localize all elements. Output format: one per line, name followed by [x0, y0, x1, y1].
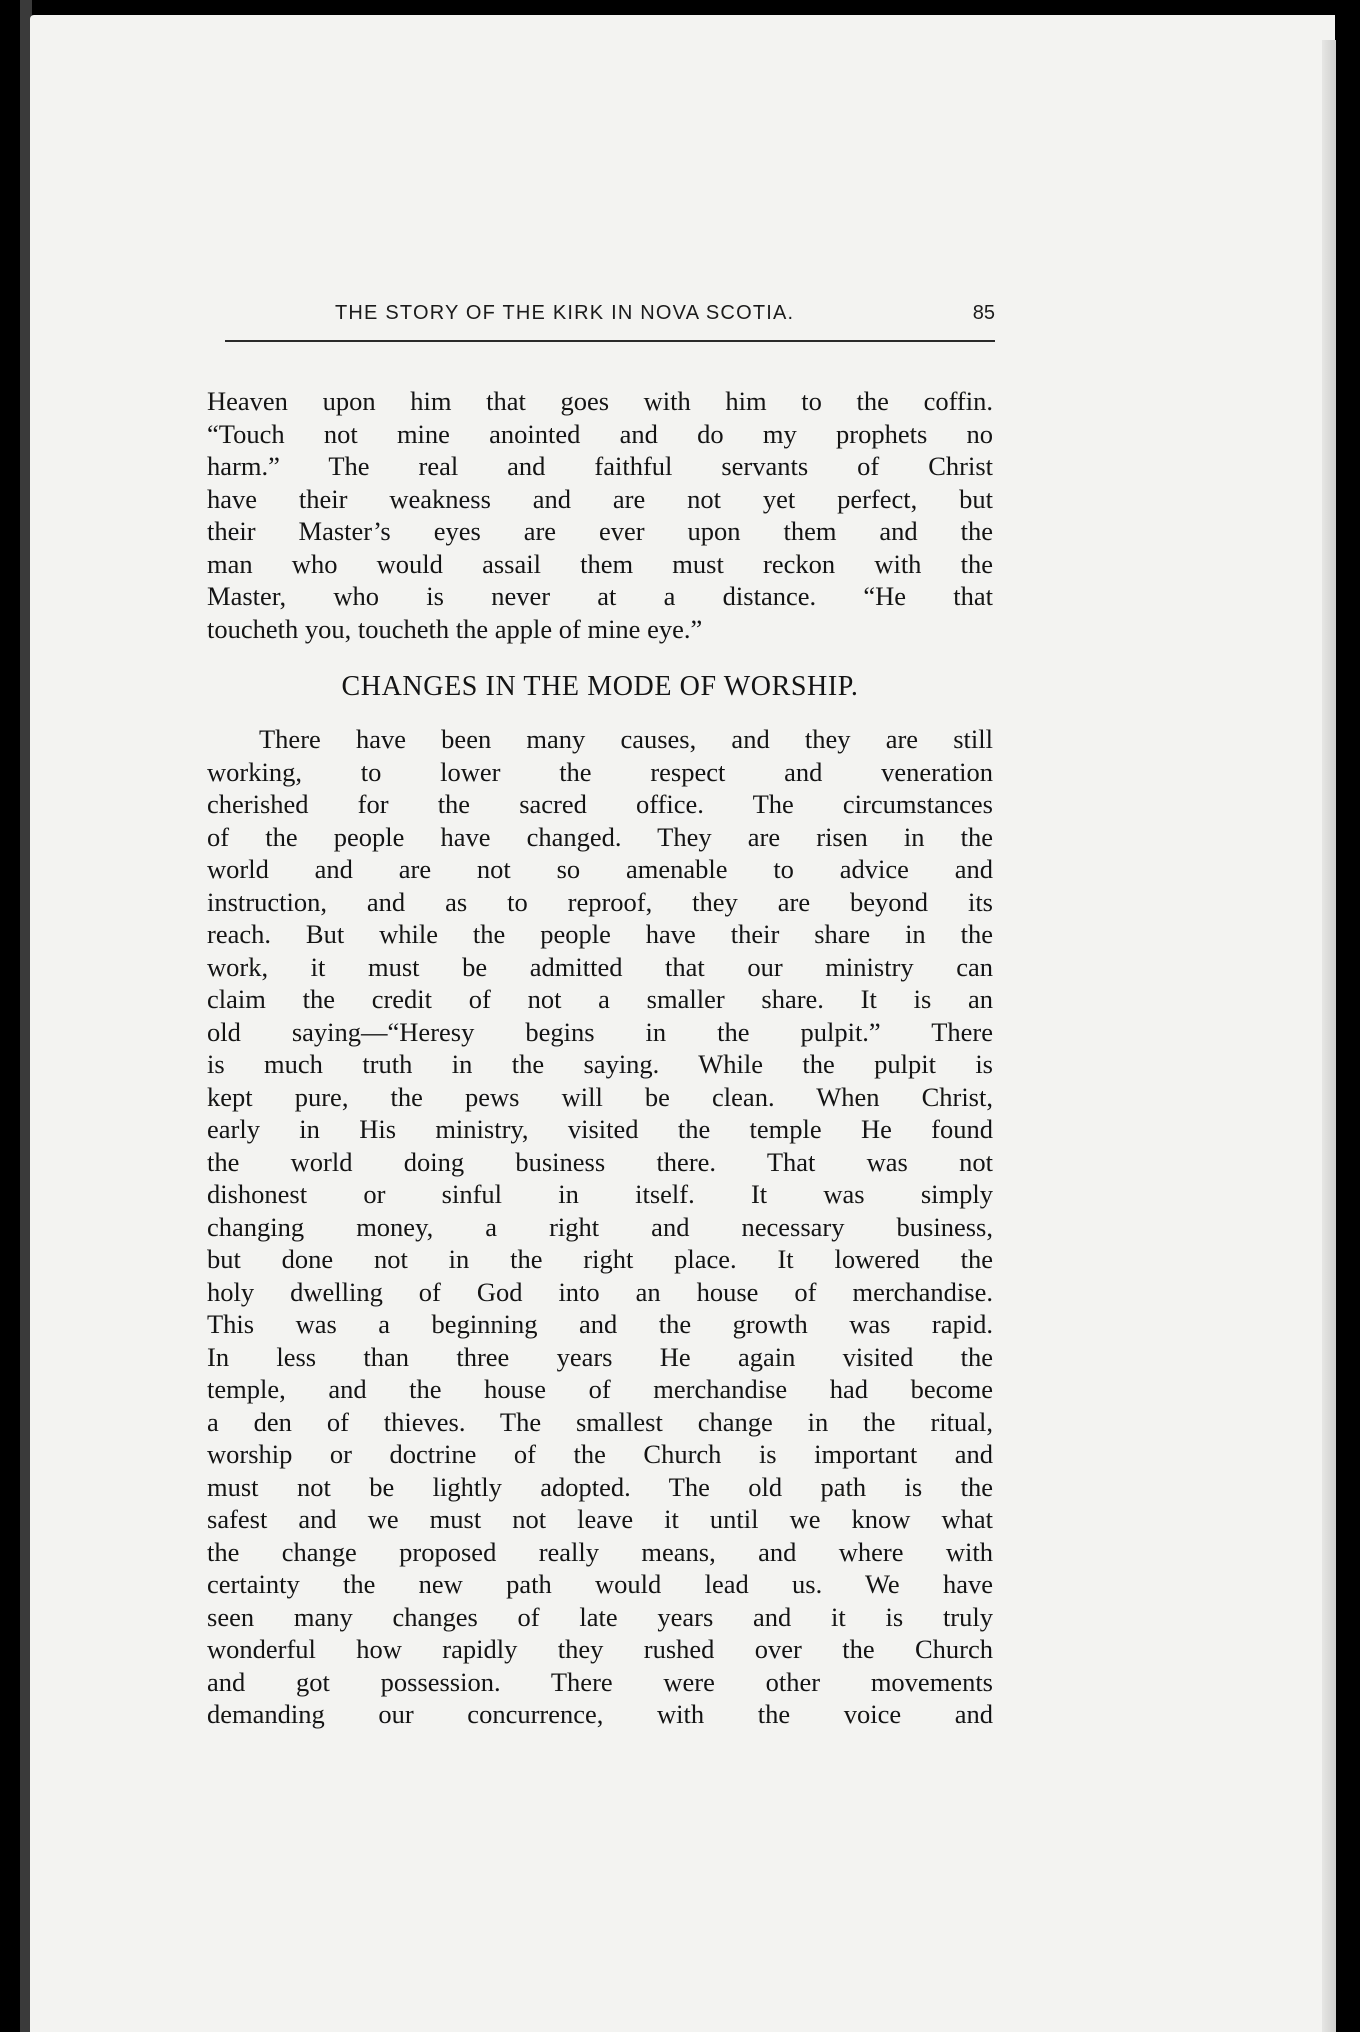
- text-line: world and are not so amenable to advice and: [207, 854, 993, 884]
- text-line: early in His ministry, visited the temple He found: [207, 1114, 993, 1144]
- text-line: their Master’s eyes are ever upon them and the: [207, 516, 993, 546]
- text-line: Heaven upon him that goes with him to the coffin.: [207, 386, 993, 416]
- text-line: There have been many causes, and they are still: [259, 724, 993, 754]
- text-line: reach. But while the people have their share in the: [207, 919, 993, 949]
- page-edge-shadow: [1322, 40, 1336, 2032]
- text-line: demanding our concurrence, with the voice and: [207, 1699, 993, 1729]
- section-heading: CHANGES IN THE MODE OF WORSHIP.: [341, 671, 859, 702]
- text-line: cherished for the sacred office. The circumstances: [207, 789, 993, 819]
- text-line: In less than three years He again visited the: [207, 1341, 993, 1372]
- text-line: must not be lightly adopted. The old path is the: [207, 1471, 993, 1502]
- text-line: is much truth in the saying. While the pulpit is: [207, 1049, 993, 1079]
- text-line: seen many changes of late years and it is truly: [207, 1601, 993, 1632]
- text-line: holy dwelling of God into an house of merchandise.: [207, 1276, 993, 1307]
- text-line: and got possession. There were other movements: [207, 1666, 993, 1697]
- text-line: worship or doctrine of the Church is important and: [207, 1439, 993, 1469]
- text-line: certainty the new path would lead us. We have: [207, 1569, 993, 1599]
- header-rule: [225, 340, 995, 342]
- paragraph-continued: [207, 385, 993, 645]
- text-line: Master, who is never at a distance. “He that: [207, 581, 993, 611]
- page-header: [225, 298, 995, 348]
- paragraph: [207, 723, 993, 1731]
- text-line: the change proposed really means, and where with: [207, 1536, 993, 1567]
- text-line: a den of thieves. The smallest change in the ritual,: [207, 1406, 993, 1437]
- text-line: dishonest or sinful in itself. It was simply: [207, 1179, 993, 1209]
- text-line: old saying—“Heresy begins in the pulpit.” There: [207, 1016, 993, 1047]
- text-line: “Touch not mine anointed and do my prophets no: [207, 418, 993, 449]
- text-line: the world doing business there. That was not: [207, 1146, 993, 1177]
- text-line: wonderful how rapidly they rushed over the Church: [207, 1634, 993, 1664]
- text-line: kept pure, the pews will be clean. When Christ,: [207, 1081, 993, 1112]
- text-line: safest and we must not leave it until we know what: [207, 1504, 993, 1534]
- text-line: working, to lower the respect and veneration: [207, 756, 993, 787]
- text-line: harm.” The real and faithful servants of Christ: [207, 451, 993, 481]
- text-line: This was a beginning and the growth was rapid.: [207, 1309, 993, 1339]
- text-line: instruction, and as to reproof, they are beyond its: [207, 886, 993, 917]
- text-line: toucheth you, toucheth the apple of mine eye.”: [207, 613, 703, 644]
- page-number: 85: [972, 302, 995, 324]
- text-line: of the people have changed. They are risen in the: [207, 821, 993, 852]
- running-title: THE STORY OF THE KIRK IN NOVA SCOTIA.: [335, 302, 795, 324]
- text-line: man who would assail them must reckon with the: [207, 548, 993, 579]
- text-line: changing money, a right and necessary business,: [207, 1211, 993, 1242]
- text-line: work, it must be admitted that our ministry can: [207, 951, 993, 982]
- text-line: but done not in the right place. It lowered the: [207, 1244, 993, 1274]
- page-body: [207, 385, 993, 1731]
- text-line: claim the credit of not a smaller share. It is an: [207, 984, 993, 1014]
- text-line: have their weakness and are not yet perfect, but: [207, 483, 993, 514]
- text-line: temple, and the house of merchandise had become: [207, 1374, 993, 1404]
